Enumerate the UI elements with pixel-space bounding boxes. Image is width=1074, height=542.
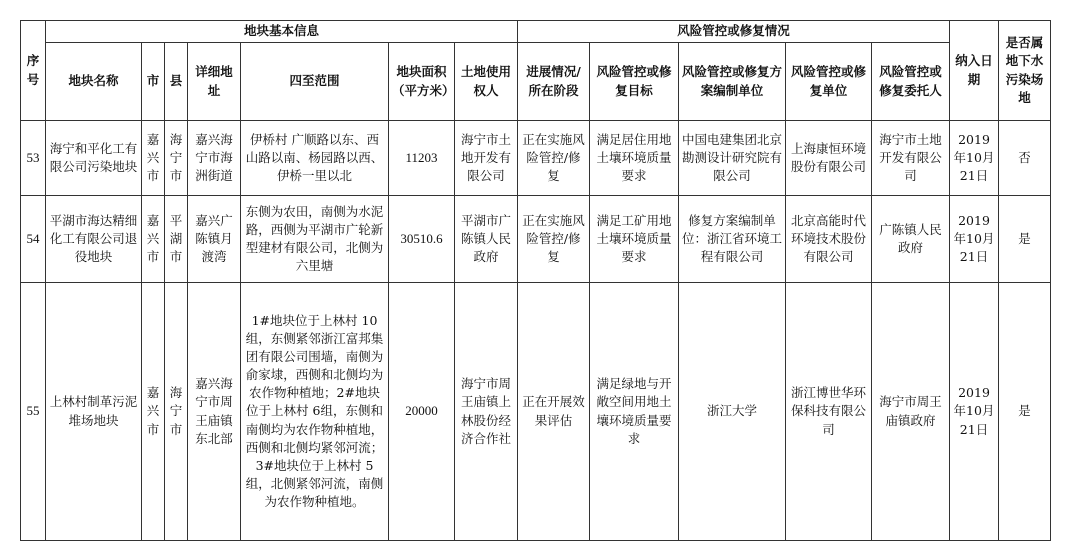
cell-client: 海宁市周王庙镇政府 xyxy=(872,283,950,541)
cell-target: 满足绿地与开敞空间用地土壤环境质量要求 xyxy=(590,283,679,541)
document-page xyxy=(20,20,1051,541)
header-groundwater-site: 是否属地下水污染场地 xyxy=(999,21,1051,121)
header-city: 市 xyxy=(142,43,165,121)
table-row xyxy=(21,121,1051,196)
cell-site-name: 平湖市海达精细化工有限公司退役地块 xyxy=(46,196,142,283)
cell-land-user: 海宁市土地开发有限公司 xyxy=(455,121,518,196)
header-target: 风险管控或修复目标 xyxy=(590,43,679,121)
cell-boundary: 1#地块位于上林村 10组，东侧紧邻浙江富邦集团有限公司围墙，南侧为俞家埭，西侧和北侧均为农作物种植地；2#地块位于上林村 6组，东侧和南侧均为农作物种植地，西侧和北侧均紧邻河流；3#地块位于上林村 5组，北侧紧邻河流，南侧为农作物种植地。 xyxy=(241,283,389,541)
header-boundary: 四至范围 xyxy=(241,43,389,121)
cell-site-name: 上林村制革污泥堆场地块 xyxy=(46,283,142,541)
header-land-user: 土地使用权人 xyxy=(455,43,518,121)
header-include-date: 纳入日期 xyxy=(950,21,999,121)
cell-groundwater: 是 xyxy=(999,283,1051,541)
header-address: 详细地址 xyxy=(188,43,241,121)
cell-target: 满足居住用地土壤环境质量要求 xyxy=(590,121,679,196)
cell-seq: 54 xyxy=(21,196,46,283)
header-group-risk-control: 风险管控或修复情况 xyxy=(518,21,950,43)
cell-site-name: 海宁和平化工有限公司污染地块 xyxy=(46,121,142,196)
cell-repair-unit: 北京高能时代环境技术股份有限公司 xyxy=(786,196,872,283)
cell-plan-unit: 浙江大学 xyxy=(679,283,786,541)
header-plan-unit: 风险管控或修复方案编制单位 xyxy=(679,43,786,121)
cell-seq: 53 xyxy=(21,121,46,196)
cell-address: 嘉兴海宁市周王庙镇东北部 xyxy=(188,283,241,541)
cell-progress: 正在开展效果评估 xyxy=(518,283,590,541)
header-group-basic-info: 地块基本信息 xyxy=(46,21,518,43)
cell-county: 海宁市 xyxy=(165,121,188,196)
cell-client: 海宁市土地开发有限公司 xyxy=(872,121,950,196)
cell-groundwater: 是 xyxy=(999,196,1051,283)
cell-date: 2019年10月21日 xyxy=(950,283,999,541)
cell-area: 11203 xyxy=(389,121,455,196)
cell-area: 20000 xyxy=(389,283,455,541)
cell-seq: 55 xyxy=(21,283,46,541)
cell-boundary: 伊桥村 广顺路以东、西山路以南、杨园路以西、伊桥一里以北 xyxy=(241,121,389,196)
header-county: 县 xyxy=(165,43,188,121)
header-row-group xyxy=(21,21,1051,43)
header-site-name: 地块名称 xyxy=(46,43,142,121)
cell-repair-unit: 上海康恒环境股份有限公司 xyxy=(786,121,872,196)
cell-client: 广陈镇人民政府 xyxy=(872,196,950,283)
cell-county: 海宁市 xyxy=(165,283,188,541)
cell-progress: 正在实施风险管控/修复 xyxy=(518,196,590,283)
header-seq: 序号 xyxy=(21,21,46,121)
table-row xyxy=(21,196,1051,283)
cell-progress: 正在实施风险管控/修复 xyxy=(518,121,590,196)
header-row-columns xyxy=(21,43,1051,121)
cell-date: 2019年10月21日 xyxy=(950,196,999,283)
cell-date: 2019年10月21日 xyxy=(950,121,999,196)
contaminated-site-table xyxy=(20,20,1051,541)
cell-target: 满足工矿用地土壤环境质量要求 xyxy=(590,196,679,283)
cell-plan-unit: 中国电建集团北京勘测设计研究院有限公司 xyxy=(679,121,786,196)
cell-city: 嘉兴市 xyxy=(142,283,165,541)
cell-address: 嘉兴广陈镇月渡湾 xyxy=(188,196,241,283)
header-repair-unit: 风险管控或修复单位 xyxy=(786,43,872,121)
cell-boundary: 东侧为农田，南侧为水泥路，西侧为平湖市广轮新型建材有限公司，北侧为六里塘 xyxy=(241,196,389,283)
cell-land-user: 平湖市广陈镇人民政府 xyxy=(455,196,518,283)
table-row xyxy=(21,283,1051,541)
cell-city: 嘉兴市 xyxy=(142,196,165,283)
header-area: 地块面积（平方米） xyxy=(389,43,455,121)
cell-area: 30510.6 xyxy=(389,196,455,283)
cell-groundwater: 否 xyxy=(999,121,1051,196)
header-client: 风险管控或修复委托人 xyxy=(872,43,950,121)
cell-county: 平湖市 xyxy=(165,196,188,283)
header-progress: 进展情况/所在阶段 xyxy=(518,43,590,121)
cell-repair-unit: 浙江博世华环保科技有限公司 xyxy=(786,283,872,541)
cell-city: 嘉兴市 xyxy=(142,121,165,196)
cell-plan-unit: 修复方案编制单位：浙江省环境工程有限公司 xyxy=(679,196,786,283)
cell-address: 嘉兴海宁市海洲街道 xyxy=(188,121,241,196)
cell-land-user: 海宁市周王庙镇上林股份经济合作社 xyxy=(455,283,518,541)
